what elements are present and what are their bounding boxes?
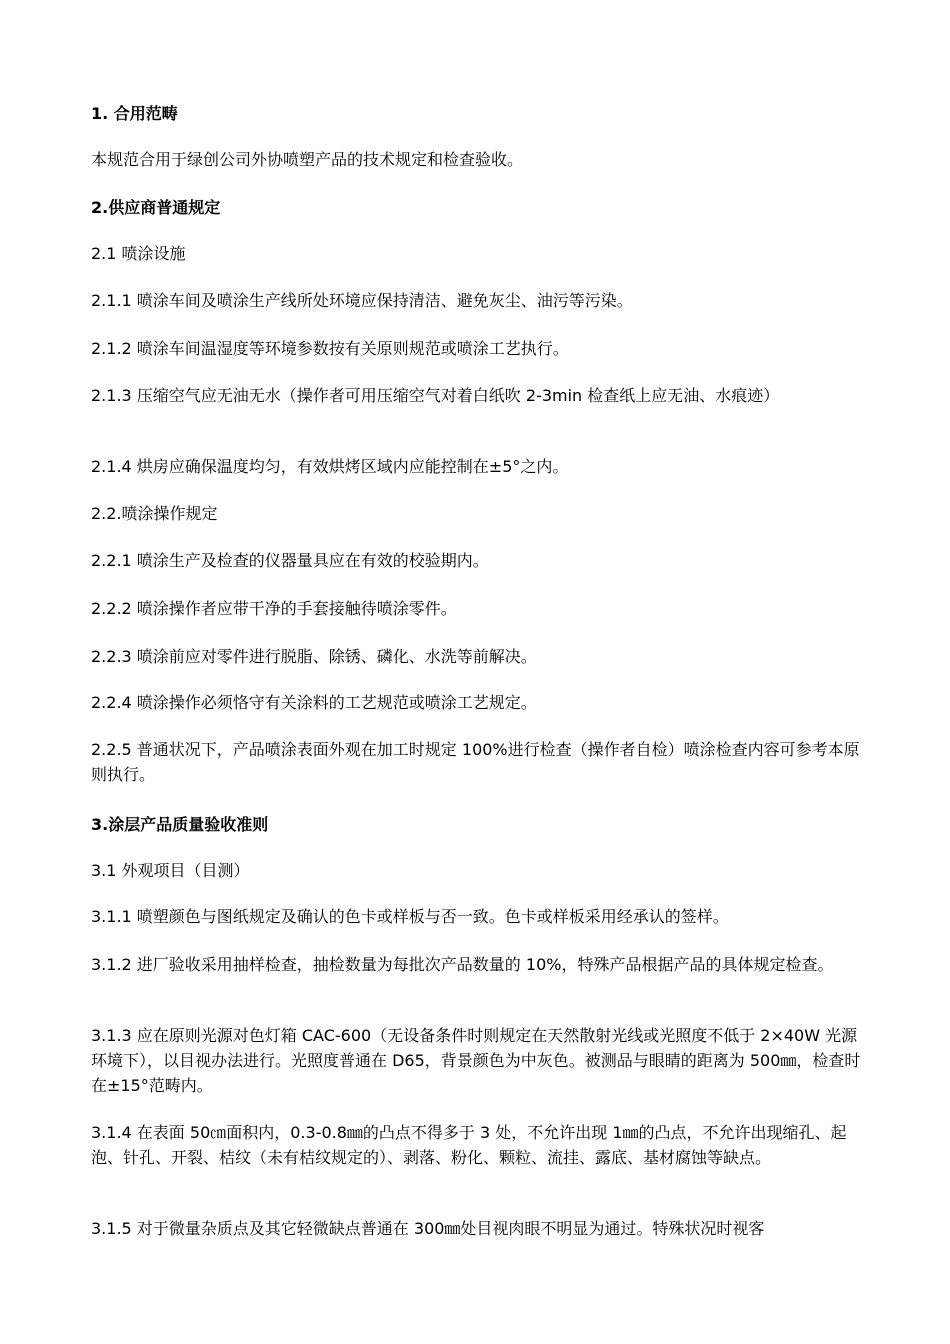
paragraph: 3.1.5 对于微量杂质点及其它轻微缺点普通在 300㎜处目视肉眼不明显为通过。特殊状况时视客 bbox=[91, 1219, 765, 1238]
paragraph: 3.1.3 应在原则光源对色灯箱 CAC-600（无设备条件时则规定在天然散射光线或光照度不低于 2×40W 光源环境下），以目视办法进行。光照度普通在 D65，背景颜色为中灰色。被测品与眼睛的距离为 500㎜，检查时在±15°范畴内。 bbox=[91, 1026, 861, 1095]
section-heading: 1. 合用范畴 bbox=[91, 104, 178, 123]
section-heading: 2.供应商普通规定 bbox=[91, 198, 221, 217]
paragraph: 2.1.4 烘房应确保温度均匀，有效烘烤区域内应能控制在±5°之内。 bbox=[91, 457, 569, 476]
subsection-heading: 2.1 喷涂设施 bbox=[91, 244, 186, 263]
paragraph: 3.1.2 进厂验收采用抽样检查，抽检数量为每批次产品数量的 10%，特殊产品根据产品的具体规定检查。 bbox=[91, 955, 834, 974]
paragraph: 2.2.2 喷涂操作者应带干净的手套接触待喷涂零件。 bbox=[91, 599, 457, 618]
subsection-heading: 3.1 外观项目（目测） bbox=[91, 861, 250, 880]
paragraph: 2.1.2 喷涂车间温湿度等环境参数按有关原则规范或喷涂工艺执行。 bbox=[91, 339, 569, 358]
paragraph: 本规范合用于绿创公司外协喷塑产品的技术规定和检查验收。 bbox=[91, 150, 524, 169]
paragraph: 3.1.1 喷塑颜色与图纸规定及确认的色卡或样板与否一致。色卡或样板采用经承认的签样。 bbox=[91, 907, 729, 926]
paragraph: 3.1.4 在表面 50㎝面积内，0.3-0.8㎜的凸点不得多于 3 处，不允许出现 1㎜的凸点，不允许出现缩孔、起泡、针孔、开裂、桔纹（未有桔纹规定的）、剥落、粉化、颗粒、流挂、露底、基材腐蚀等缺点。 bbox=[91, 1123, 847, 1167]
paragraph: 2.2.3 喷涂前应对零件进行脱脂、除锈、磷化、水洗等前解决。 bbox=[91, 647, 537, 666]
paragraph: 2.2.5 普通状况下，产品喷涂表面外观在加工时规定 100%进行检查（操作者自检）喷涂检查内容可参考本原则执行。 bbox=[91, 740, 860, 784]
section-heading: 3.涂层产品质量验收准则 bbox=[91, 815, 269, 834]
paragraph: 2.2.1 喷涂生产及检查的仪器量具应在有效的校验期内。 bbox=[91, 551, 489, 570]
paragraph: 2.1.3 压缩空气应无油无水（操作者可用压缩空气对着白纸吹 2-3min 检查纸上应无油、水痕迹） bbox=[91, 386, 780, 405]
paragraph: 2.1.1 喷涂车间及喷涂生产线所处环境应保持清洁、避免灰尘、油污等污染。 bbox=[91, 291, 633, 310]
subsection-heading: 2.2.喷涂操作规定 bbox=[91, 504, 218, 523]
paragraph: 2.2.4 喷涂操作必须恪守有关涂料的工艺规范或喷涂工艺规定。 bbox=[91, 693, 537, 712]
